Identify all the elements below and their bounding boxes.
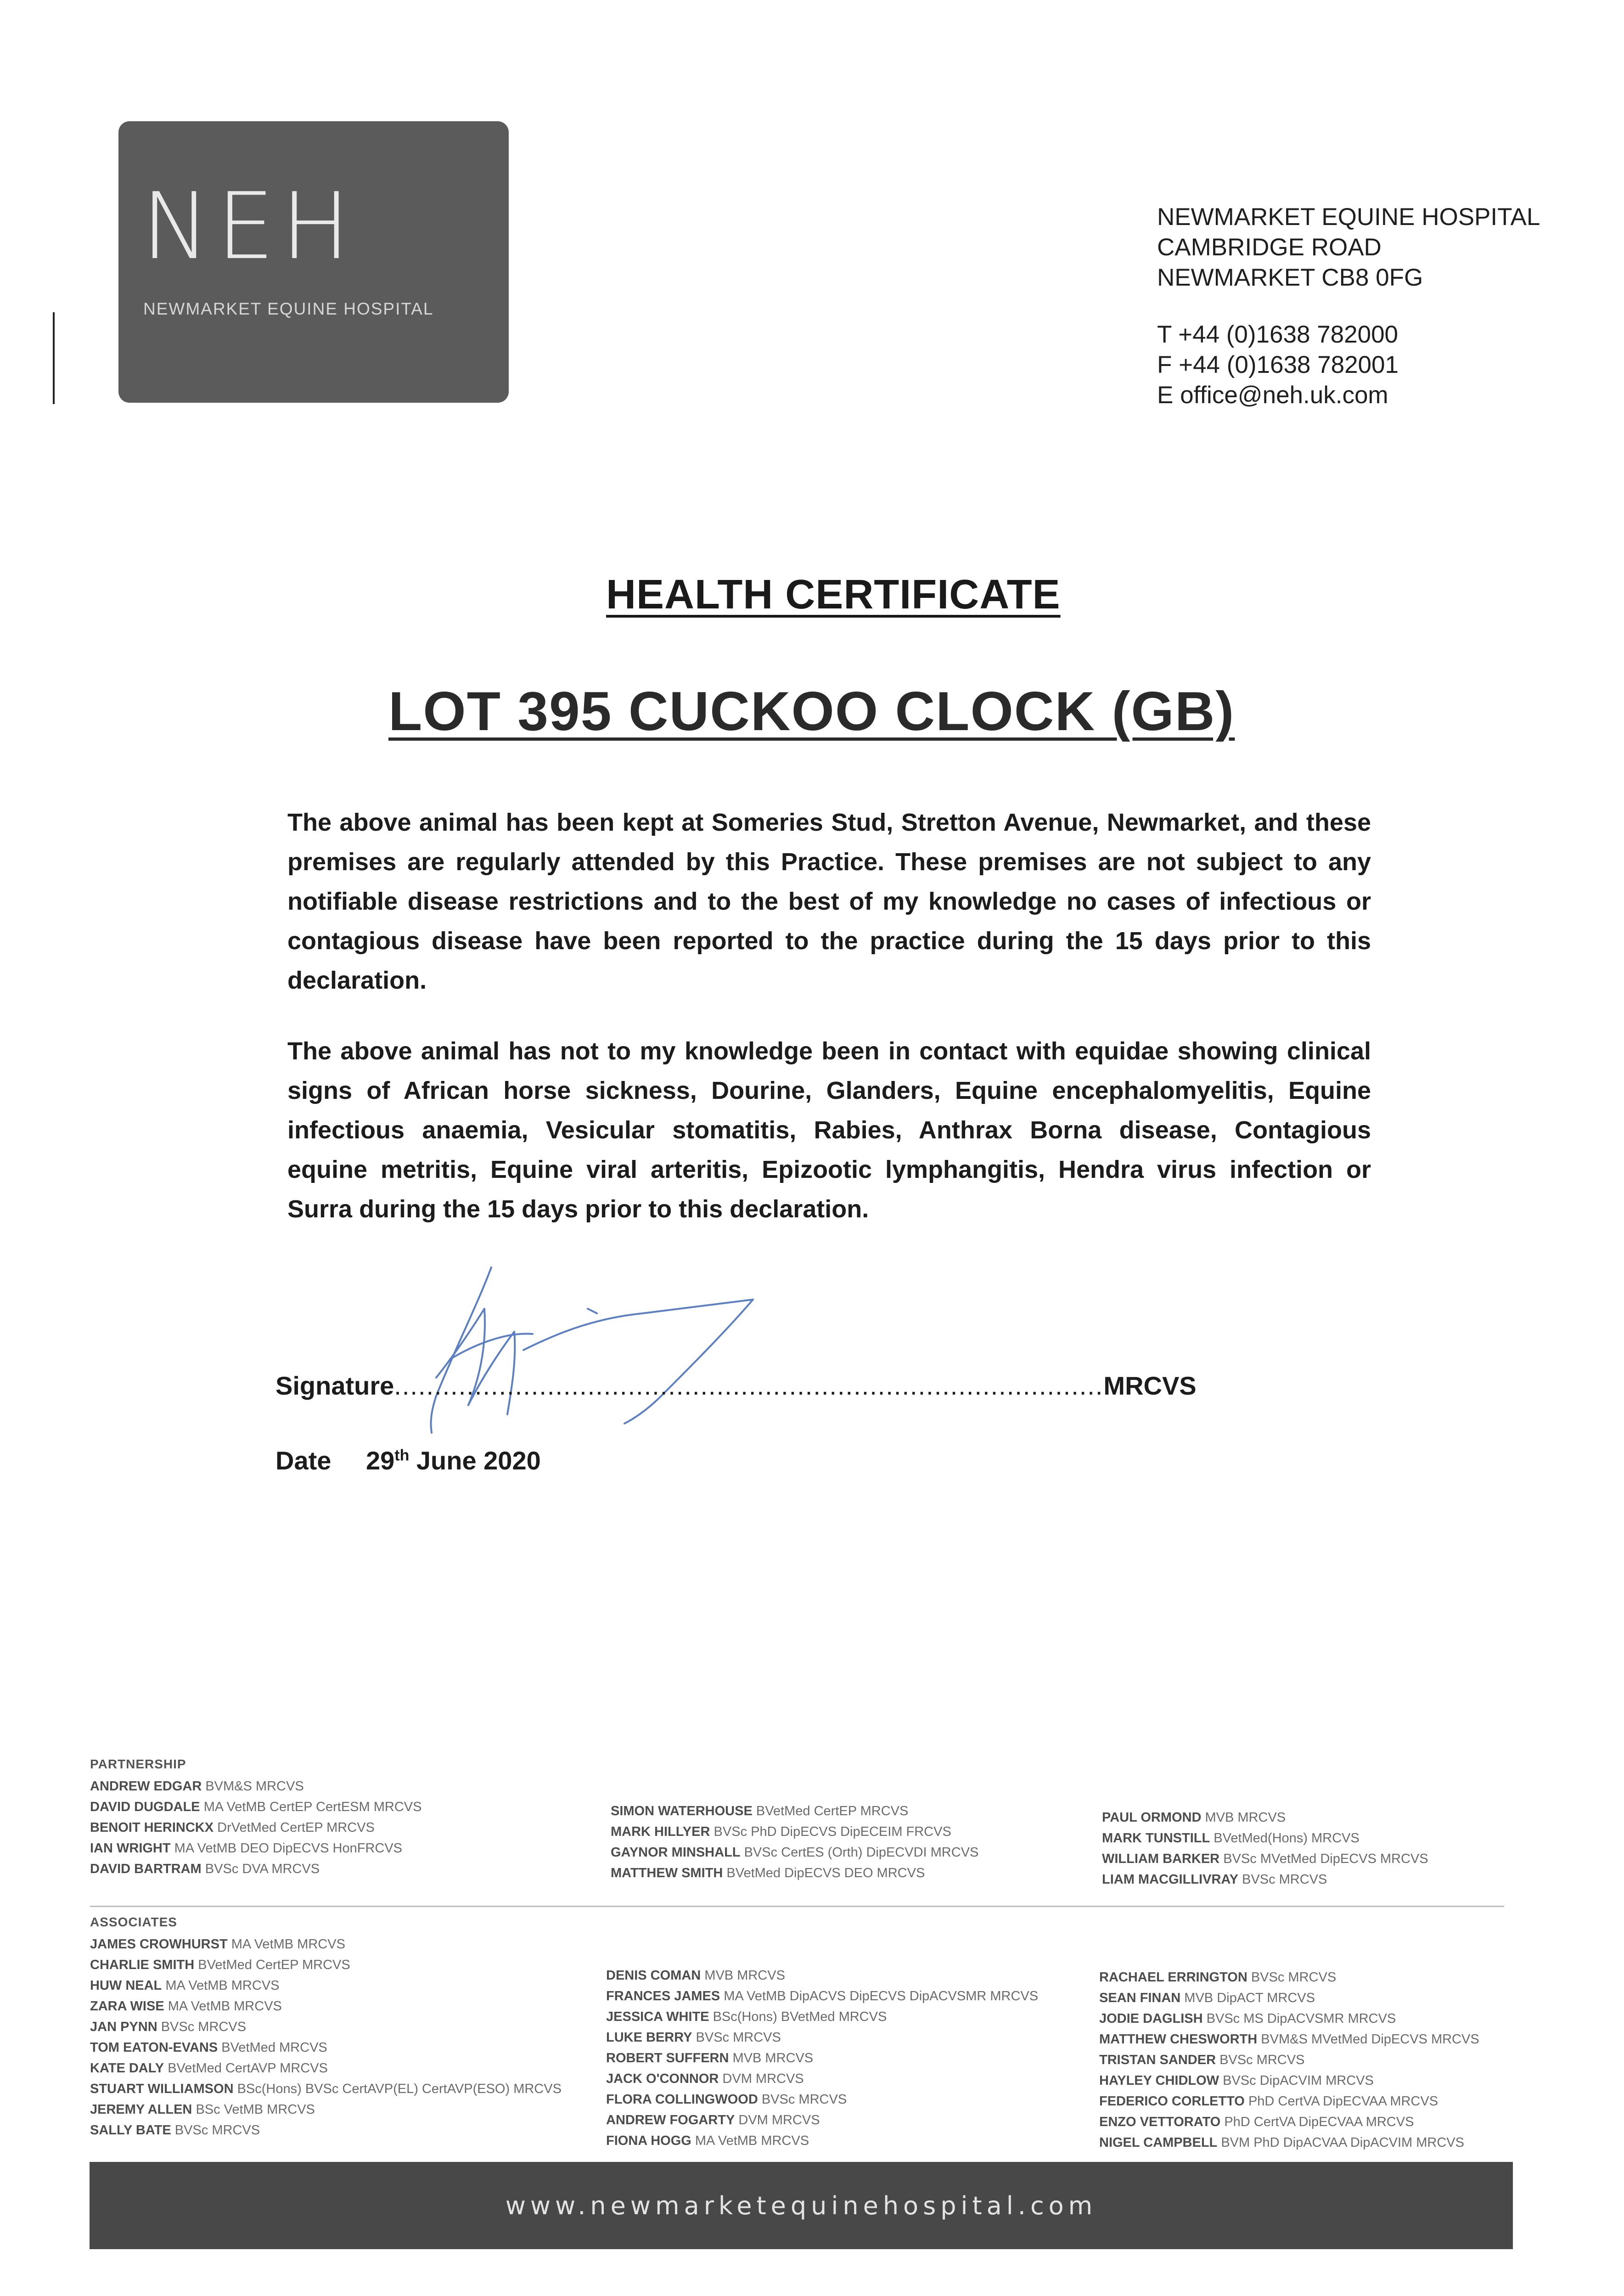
staff-member — [90, 1776, 421, 1797]
address-line1: NEWMARKET EQUINE HOSPITAL — [1157, 203, 1540, 231]
staff-member — [90, 1797, 421, 1818]
certificate-title: HEALTH CERTIFICATE — [606, 572, 1061, 618]
staff-name: WILLIAM BARKER — [1102, 1851, 1220, 1866]
staff-member — [1099, 2091, 1479, 2112]
staff-qualifications: MA VetMB MRCVS — [695, 2133, 809, 2148]
staff-member — [606, 1986, 1038, 2007]
staff-qualifications: MVB MRCVS — [1205, 1810, 1286, 1825]
staff-member — [1099, 2009, 1479, 2029]
staff-member — [606, 1965, 1038, 1986]
staff-member — [1099, 2133, 1479, 2153]
signature-line — [275, 1371, 1197, 1401]
staff-name: FRANCES JAMES — [606, 1989, 720, 2003]
staff-name: JAMES CROWHURST — [90, 1937, 228, 1952]
staff-qualifications: DVM MRCVS — [738, 2113, 820, 2127]
staff-name: MARK HILLYER — [611, 1824, 710, 1839]
associates-column-3 — [1099, 1967, 1479, 2153]
staff-qualifications: BVSc MS DipACVSMR MRCVS — [1206, 2011, 1396, 2026]
staff-qualifications: BSc(Hons) BVetMed MRCVS — [713, 2009, 887, 2024]
staff-member — [90, 2099, 562, 2120]
signature-dots: ........................................................................................ — [394, 1371, 1104, 1400]
staff-name: LUKE BERRY — [606, 2030, 692, 2045]
staff-qualifications: BVSc DipACVIM MRCVS — [1223, 2073, 1374, 2088]
staff-member — [90, 1975, 562, 1996]
staff-name: SIMON WATERHOUSE — [611, 1804, 753, 1818]
staff-qualifications: BVetMed(Hons) MRCVS — [1214, 1831, 1360, 1846]
staff-qualifications: MA VetMB DipACVS DipECVS DipACVSMR MRCVS — [724, 1989, 1039, 2003]
staff-qualifications: BVSc MRCVS — [1219, 2053, 1305, 2067]
staff-member — [90, 1934, 562, 1955]
staff-qualifications: BVSc MVetMed DipECVS MRCVS — [1223, 1851, 1428, 1866]
staff-member — [1099, 2029, 1479, 2050]
associates-column-1 — [90, 1934, 562, 2141]
staff-divider — [90, 1906, 1504, 1907]
staff-member — [606, 2110, 1038, 2131]
email-address: E office@neh.uk.com — [1157, 382, 1388, 409]
staff-member — [1102, 1807, 1428, 1828]
footer-bar — [90, 2162, 1513, 2249]
partnership-column-1 — [90, 1776, 421, 1880]
staff-qualifications: BSc(Hons) BVSc CertAVP(EL) CertAVP(ESO) MRCVS — [237, 2082, 562, 2096]
staff-member — [606, 2027, 1038, 2048]
staff-qualifications: MA VetMB MRCVS — [168, 1999, 282, 2014]
staff-name: LIAM MACGILLIVRAY — [1102, 1872, 1238, 1887]
lot-title: LOT 395 CUCKOO CLOCK (GB) — [388, 681, 1235, 742]
date-day: 29 — [365, 1446, 395, 1475]
staff-name: IAN WRIGHT — [90, 1841, 171, 1856]
staff-name: JODIE DAGLISH — [1099, 2011, 1203, 2026]
staff-qualifications: BVSc PhD DipECVS DipECEIM FRCVS — [714, 1824, 951, 1839]
staff-member — [90, 2037, 562, 2058]
logo-mark: NEH — [141, 173, 357, 280]
staff-member — [90, 1996, 562, 2017]
hospital-contacts — [1157, 320, 1399, 411]
staff-qualifications: BVSc MRCVS — [174, 2123, 260, 2138]
staff-member — [90, 2079, 562, 2099]
staff-qualifications: BVSc DVA MRCVS — [205, 1862, 320, 1876]
signature-label: Signature — [275, 1371, 394, 1400]
staff-qualifications: MVB DipACT MRCVS — [1184, 1991, 1315, 2005]
logo-name: NEWMARKET EQUINE HOSPITAL — [143, 299, 434, 318]
staff-member — [1102, 1849, 1428, 1869]
staff-name: FEDERICO CORLETTO — [1099, 2094, 1245, 2109]
staff-name: FLORA COLLINGWOOD — [606, 2092, 758, 2107]
partnership-column-2 — [611, 1801, 978, 1884]
hospital-address — [1157, 202, 1540, 293]
staff-name: SALLY BATE — [90, 2123, 171, 2138]
staff-name: RACHAEL ERRINGTON — [1099, 1970, 1248, 1985]
neh-logo — [118, 121, 509, 403]
date-label: Date — [275, 1446, 332, 1475]
staff-qualifications: BVSc MRCVS — [1251, 1970, 1337, 1985]
staff-name: HAYLEY CHIDLOW — [1099, 2073, 1219, 2088]
partnership-heading: PARTNERSHIP — [90, 1757, 186, 1771]
declaration-paragraph-1: The above animal has been kept at Someries Stud, Stretton Avenue, Newmarket, and these premises are regularly attended by this Practice. These premises are not subject to any notifiable disease restrictions and to the best of my knowledge no cases of infectious or contagious disease have been reported to the practice during the 15 days prior to this declaration. — [287, 809, 1371, 994]
staff-name: JEREMY ALLEN — [90, 2102, 192, 2117]
staff-member — [1102, 1828, 1428, 1849]
staff-member — [90, 1955, 562, 1975]
staff-qualifications: BVSc CertES (Orth) DipECVDI MRCVS — [744, 1845, 979, 1860]
handwritten-signature — [386, 1240, 854, 1451]
staff-name: TOM EATON-EVANS — [90, 2040, 218, 2055]
staff-name: STUART WILLIAMSON — [90, 2082, 234, 2096]
address-line2: CAMBRIDGE ROAD — [1157, 234, 1382, 261]
staff-member — [1102, 1869, 1428, 1890]
staff-qualifications: MA VetMB DEO DipECVS HonFRCVS — [174, 1841, 403, 1856]
staff-member — [90, 1818, 421, 1838]
staff-qualifications: MVB MRCVS — [704, 1968, 785, 1983]
staff-qualifications: BSc VetMB MRCVS — [196, 2102, 315, 2117]
staff-name: MARK TUNSTILL — [1102, 1831, 1210, 1846]
staff-qualifications: BVetMed MRCVS — [221, 2040, 327, 2055]
staff-name: ZARA WISE — [90, 1999, 164, 2014]
staff-name: JACK O'CONNOR — [606, 2071, 719, 2086]
staff-qualifications: DVM MRCVS — [722, 2071, 804, 2086]
staff-qualifications: MA VetMB CertEP CertESM MRCVS — [203, 1800, 422, 1814]
staff-qualifications: DrVetMed CertEP MRCVS — [217, 1820, 375, 1835]
phone-number: T +44 (0)1638 782000 — [1157, 321, 1399, 348]
staff-name: ANDREW EDGAR — [90, 1779, 202, 1794]
staff-name: NIGEL CAMPBELL — [1099, 2135, 1218, 2150]
staff-member — [90, 1859, 421, 1880]
staff-qualifications: PhD CertVA DipECVAA MRCVS — [1248, 2094, 1439, 2109]
associates-heading: ASSOCIATES — [90, 1915, 177, 1929]
staff-qualifications: BVSc MRCVS — [1242, 1872, 1327, 1887]
staff-qualifications: PhD CertVA DipECVAA MRCVS — [1224, 2115, 1414, 2129]
staff-qualifications: BVSc MRCVS — [761, 2092, 847, 2107]
staff-member — [611, 1801, 978, 1822]
staff-name: KATE DALY — [90, 2061, 164, 2076]
staff-member — [606, 2048, 1038, 2069]
staff-name: MATTHEW CHESWORTH — [1099, 2032, 1258, 2047]
staff-member — [606, 2069, 1038, 2089]
staff-member — [1099, 2071, 1479, 2091]
staff-qualifications: BVM&S MRCVS — [205, 1779, 304, 1794]
partnership-column-3 — [1102, 1807, 1428, 1890]
staff-name: DENIS COMAN — [606, 1968, 701, 1983]
staff-name: JAN PYNN — [90, 2020, 157, 2034]
staff-member — [1099, 2050, 1479, 2071]
staff-name: DAVID BARTRAM — [90, 1862, 202, 1876]
staff-member — [1099, 2112, 1479, 2133]
associates-column-2 — [606, 1965, 1038, 2151]
staff-qualifications: BVetMed DipECVS DEO MRCVS — [726, 1866, 925, 1880]
address-line3: NEWMARKET CB8 0FG — [1157, 264, 1423, 291]
staff-name: CHARLIE SMITH — [90, 1958, 195, 1972]
staff-member — [1099, 1988, 1479, 2009]
fax-number: F +44 (0)1638 782001 — [1157, 351, 1399, 378]
staff-name: ENZO VETTORATO — [1099, 2115, 1221, 2129]
staff-name: FIONA HOGG — [606, 2133, 691, 2148]
staff-qualifications: MA VetMB MRCVS — [231, 1937, 345, 1952]
staff-member — [90, 2017, 562, 2037]
staff-member — [611, 1842, 978, 1863]
date-value — [366, 1446, 541, 1475]
staff-member — [90, 2120, 562, 2141]
staff-member — [1099, 1967, 1479, 1988]
date-rest: June 2020 — [409, 1446, 541, 1475]
staff-name: HUW NEAL — [90, 1978, 162, 1993]
website-link[interactable]: www.newmarketequinehospital.com — [505, 2191, 1097, 2220]
staff-member — [611, 1863, 978, 1884]
staff-name: JESSICA WHITE — [606, 2009, 709, 2024]
staff-member — [90, 2058, 562, 2079]
staff-name: PAUL ORMOND — [1102, 1810, 1202, 1825]
staff-qualifications: BVM PhD DipACVAA DipACVIM MRCVS — [1221, 2135, 1464, 2150]
staff-name: GAYNOR MINSHALL — [611, 1845, 741, 1860]
staff-member — [606, 2089, 1038, 2110]
staff-member — [606, 2007, 1038, 2027]
staff-qualifications: MVB MRCVS — [732, 2051, 814, 2065]
staff-name: MATTHEW SMITH — [611, 1866, 723, 1880]
staff-qualifications: BVM&S MVetMed DipECVS MRCVS — [1261, 2032, 1479, 2047]
staff-name: ROBERT SUFFERN — [606, 2051, 729, 2065]
staff-qualifications: BVSc MRCVS — [161, 2020, 247, 2034]
staff-member — [606, 2131, 1038, 2151]
staff-name: ANDREW FOGARTY — [606, 2113, 735, 2127]
date-suffix: th — [394, 1446, 410, 1464]
staff-name: SEAN FINAN — [1099, 1991, 1181, 2005]
declaration-paragraph-2: The above animal has not to my knowledge been in contact with equidae showing clinical signs of African horse sickness, Dourine, Glanders, Equine encephalomyelitis, Equine infectious anaemia, Vesicular stomatitis, Rabies, Anthrax Borna disease, Contagious equine metritis, Equine viral arteritis, Epizootic lymphangitis, Hendra virus infection or Surra during the 15 days prior to this declaration. — [287, 1037, 1371, 1223]
staff-qualifications: BVetMed CertEP MRCVS — [198, 1958, 350, 1972]
staff-qualifications: MA VetMB MRCVS — [165, 1978, 280, 1993]
staff-name: BENOIT HERINCKX — [90, 1820, 214, 1835]
staff-name: DAVID DUGDALE — [90, 1800, 200, 1814]
staff-member — [611, 1822, 978, 1842]
staff-member — [90, 1838, 421, 1859]
staff-qualifications: BVSc MRCVS — [696, 2030, 781, 2045]
staff-qualifications: BVetMed CertAVP MRCVS — [168, 2061, 328, 2076]
signature-suffix: MRCVS — [1103, 1371, 1197, 1400]
staff-name: TRISTAN SANDER — [1099, 2053, 1216, 2067]
margin-mark — [53, 312, 55, 404]
date-line — [275, 1446, 541, 1475]
staff-qualifications: BVetMed CertEP MRCVS — [756, 1804, 909, 1818]
